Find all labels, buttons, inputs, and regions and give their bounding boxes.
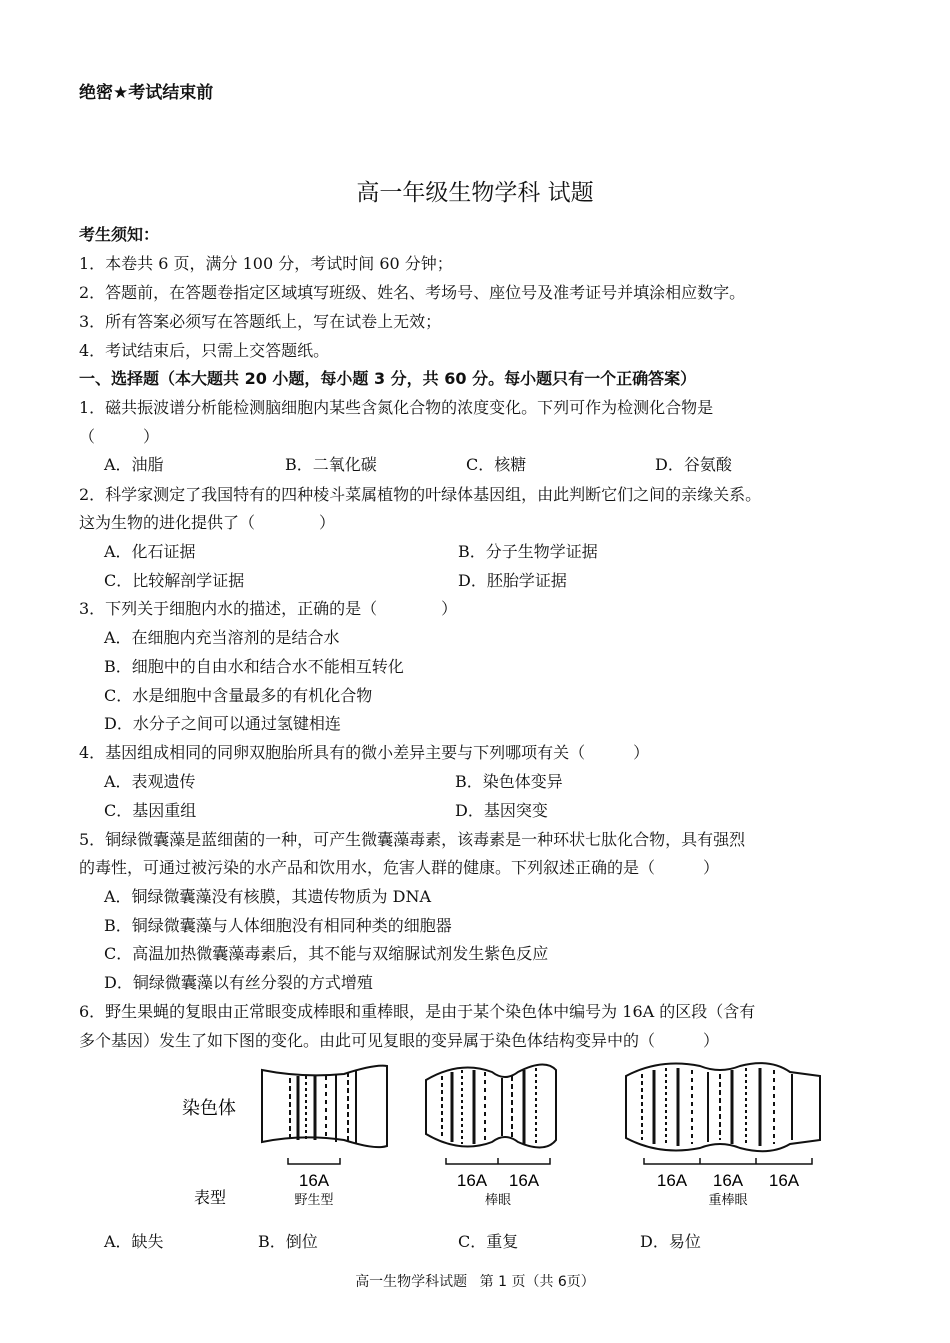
phenotype-bar-eye: 棒眼 [484, 1192, 512, 1207]
page-title: 高一年级生物学科 试题 [356, 180, 594, 206]
question-3-stem: 3．下列关于细胞内水的描述，正确的是（ ） [79, 599, 458, 618]
segment-label: 16A [712, 1171, 744, 1190]
question-6-option-b: B．倒位 [258, 1232, 318, 1251]
phenotype-wild-type: 野生型 [294, 1192, 334, 1207]
figure-label-phenotype: 表型 [194, 1190, 227, 1207]
page-footer [0, 1271, 950, 1291]
question-1-stem: 1．磁共振波谱分析能检测脑细胞内某些含氮化合物的浓度变化。下列可作为检测化合物是 [79, 398, 714, 417]
question-1-option-b: B．二氧化碳 [285, 455, 377, 474]
question-2-option-d: D．胚胎学证据 [458, 571, 567, 590]
question-3-option-d: D．水分子之间可以通过氢键相连 [104, 714, 341, 733]
question-1-stem: （ ） [79, 427, 160, 446]
footer-subject: 高一生物学科试题 [355, 1274, 468, 1290]
question-2-stem: 2．科学家测定了我国特有的四种棱斗菜属植物的叶绿体基因组，由此判断它们之间的亲缘关系。 [79, 485, 762, 504]
segment-label: 16A [508, 1171, 540, 1190]
figure-label-chromosome: 染色体 [182, 1098, 236, 1118]
question-2-option-a: A．化石证据 [104, 542, 196, 561]
question-6-stem: 6．野生果蝇的复眼由正常眼变成棒眼和重棒眼，是由于某个染色体中编号为 16A 的区段（含有 [79, 1002, 756, 1021]
question-5-option-a: A．铜绿微囊藻没有核膜，其遗传物质为 DNA [104, 887, 432, 906]
notice-item: 2．答题前，在答题卷指定区域填写班级、姓名、考场号、座位号及准考证号并填涂相应数字。 [79, 283, 746, 302]
chromosome-bar-eye [426, 1064, 556, 1147]
segment-label: 16A [298, 1171, 330, 1190]
notice-item: 1．本卷共 6 页，满分 100 分，考试时间 60 分钟； [79, 254, 453, 273]
segment-brackets [288, 1158, 812, 1164]
chromosome-double-bar-eye [626, 1063, 820, 1151]
question-4-option-d: D．基因突变 [455, 801, 548, 820]
question-6-option-c: C．重复 [458, 1232, 519, 1251]
question-1-option-d: D．谷氨酸 [655, 455, 732, 474]
footer-page-number: 第 1 页（共 6页） [479, 1274, 595, 1290]
notice-item: 3．所有答案必须写在答题纸上，写在试卷上无效； [79, 312, 442, 331]
notice-item: 4．考试结束后，只需上交答题纸。 [79, 341, 330, 360]
segment-label: 16A [456, 1171, 488, 1190]
question-3-option-b: B．细胞中的自由水和结合水不能相互转化 [104, 657, 404, 676]
question-5-option-c: C．高温加热微囊藻毒素后，其不能与双缩脲试剂发生紫色反应 [104, 944, 549, 963]
section-heading: 一、选择题（本大题共 20 小题，每小题 3 分，共 60 分。每小题只有一个正确答案） [79, 369, 697, 388]
question-4-stem: 4．基因组成相同的同卵双胞胎所具有的微小差异主要与下列哪项有关（ ） [79, 743, 650, 762]
chromosome-wild-type [262, 1066, 387, 1147]
question-5-stem: 的毒性，可通过被污染的水产品和饮用水，危害人群的健康。下列叙述正确的是（ ） [79, 858, 720, 877]
phenotype-double-bar-eye: 重棒眼 [708, 1192, 748, 1207]
segment-label: 16A [656, 1171, 688, 1190]
question-2-option-c: C．比较解剖学证据 [104, 571, 245, 590]
question-4-option-a: A．表观遗传 [104, 772, 196, 791]
notice-title: 考生须知： [79, 225, 160, 244]
question-2-option-b: B．分子生物学证据 [458, 542, 598, 561]
question-6-stem: 多个基因）发生了如下图的变化。由此可见复眼的变异属于染色体结构变异中的（ ） [79, 1031, 720, 1050]
question-1-option-c: C．核糖 [466, 455, 527, 474]
question-4-option-c: C．基因重组 [104, 801, 197, 820]
question-6-option-a: A．缺失 [104, 1232, 164, 1251]
question-2-stem: 这为生物的进化提供了（ ） [79, 513, 336, 532]
question-6-option-d: D．易位 [640, 1232, 701, 1251]
question-1-option-a: A．油脂 [104, 455, 164, 474]
secret-mark: 绝密★考试结束前 [79, 83, 214, 103]
question-5-option-b: B．铜绿微囊藻与人体细胞没有相同种类的细胞器 [104, 916, 452, 935]
segment-label: 16A [768, 1171, 800, 1190]
question-4-option-b: B．染色体变异 [455, 772, 563, 791]
question-3-option-c: C．水是细胞中含量最多的有机化合物 [104, 686, 373, 705]
question-5-option-d: D．铜绿微囊藻以有丝分裂的方式增殖 [104, 973, 373, 992]
chromosome-figure [180, 1058, 825, 1218]
question-3-option-a: A．在细胞内充当溶剂的是结合水 [104, 628, 340, 647]
question-5-stem: 5．铜绿微囊藻是蓝细菌的一种，可产生微囊藻毒素，该毒素是一种环状七肽化合物，具有强烈 [79, 830, 746, 849]
